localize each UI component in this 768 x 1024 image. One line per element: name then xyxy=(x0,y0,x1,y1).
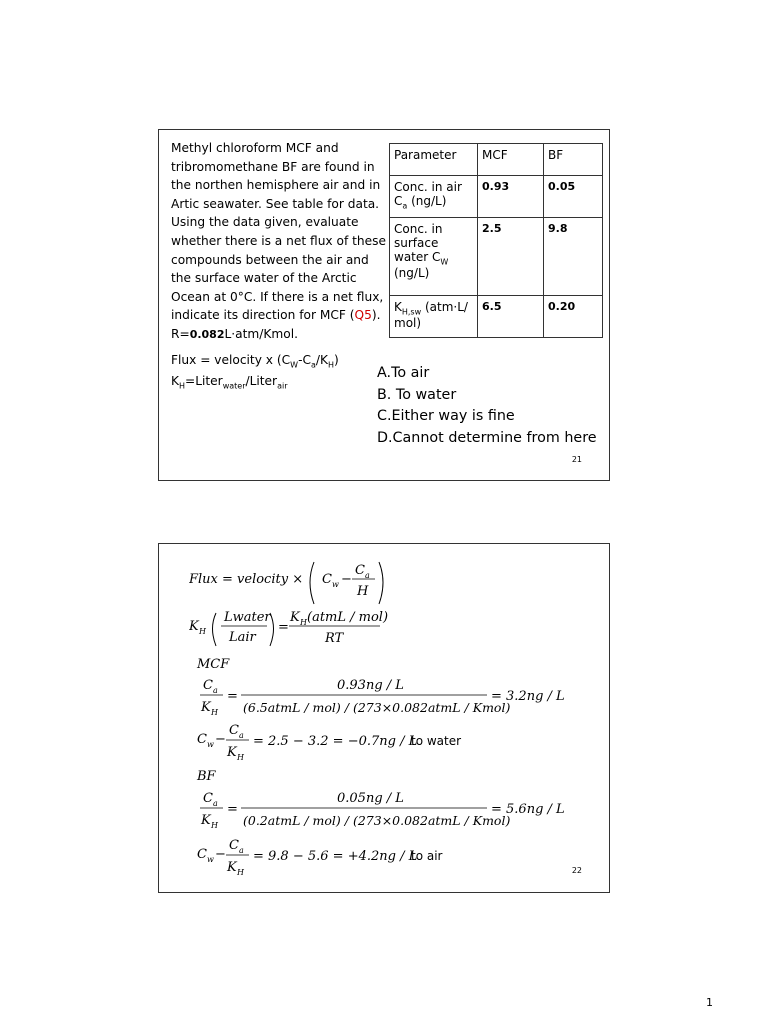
svg-text:=: = xyxy=(227,802,238,817)
svg-text:w: w xyxy=(207,855,214,864)
table-param-cell: Conc. in air $C_a$ (ng/L) xyxy=(390,176,478,218)
svg-text:=: = xyxy=(278,620,289,635)
answer-choices xyxy=(377,363,597,449)
svg-text:=: = xyxy=(227,689,238,704)
svg-text:= 3.2ng / L: = 3.2ng / L xyxy=(491,689,565,704)
table-param-cell: Conc. in surface water $C_W$ (ng/L) xyxy=(390,218,478,296)
problem-statement xyxy=(171,139,386,345)
kh-definition: $K_H=Liter_{water}/Liter_{air}$ xyxy=(171,374,288,391)
svg-text:H: H xyxy=(237,753,244,762)
svg-text:= 2.5 − 3.2 = −0.7ng / L: = 2.5 − 3.2 = −0.7ng / L xyxy=(253,734,418,749)
svg-text:a: a xyxy=(365,571,370,580)
svg-text:C: C xyxy=(229,838,239,853)
table-row xyxy=(390,218,603,296)
svg-text:C: C xyxy=(203,678,213,693)
svg-text:a: a xyxy=(239,846,244,855)
svg-text:K: K xyxy=(189,619,199,634)
svg-text:K: K xyxy=(227,860,237,875)
bf-direction: to air xyxy=(411,849,443,863)
table-row xyxy=(390,176,603,218)
choice-d: D.Cannot determine from here xyxy=(377,429,597,446)
svg-text:= 5.6ng / L: = 5.6ng / L xyxy=(491,802,565,817)
svg-text:H: H xyxy=(237,868,244,877)
svg-text:w: w xyxy=(207,740,214,749)
svg-text:(6.5atmL / mol) / (273×0.082at: (6.5atmL / mol) / (273×0.082atmL / Kmol) xyxy=(243,700,511,715)
flux-equation: Flux = velocity x $(C_W-C_a/K_H)$ xyxy=(171,353,339,370)
slide-21 xyxy=(158,129,610,481)
equation-canvas xyxy=(189,558,599,883)
svg-text:(atmL / mol): (atmL / mol) xyxy=(307,610,389,625)
mcf-label: MCF xyxy=(197,657,230,672)
paren-right xyxy=(379,562,383,604)
svg-text:H: H xyxy=(300,618,307,627)
table-cell-bf: 0.05 xyxy=(544,176,603,218)
svg-text:C: C xyxy=(229,723,239,738)
svg-text:H: H xyxy=(211,708,218,717)
svg-text:a: a xyxy=(239,731,244,740)
svg-text:0.05ng / L: 0.05ng / L xyxy=(337,791,404,806)
mcf-direction: to water xyxy=(411,734,462,748)
svg-text:a: a xyxy=(213,799,218,808)
eq1-lhs: Flux = velocity × xyxy=(189,572,304,587)
solution-equations xyxy=(189,558,599,883)
table-header-row xyxy=(390,144,603,176)
slide-number: 21 xyxy=(571,455,582,464)
eq1-cw: C xyxy=(322,572,332,587)
svg-text:Lwater: Lwater xyxy=(224,610,271,625)
problem-intro-text: Methyl chloroform MCF and tribromomethane BF are found in the northen hemisphere air and in Artic seawater. See table for data. Using the data given, evaluate whether there is a net flux of these compounds between the air and the surface water of the Arctic Ocean at 0°C. If there is a net flux, indicate its direction for MCF ( xyxy=(171,141,386,323)
choice-b: B. To water xyxy=(377,386,457,403)
svg-text:H: H xyxy=(357,584,369,599)
table-cell-mcf: 6.5 xyxy=(478,296,544,338)
table-cell-mcf: 0.93 xyxy=(478,176,544,218)
parameter-table xyxy=(389,143,603,338)
table-cell-mcf: 2.5 xyxy=(478,218,544,296)
svg-text:K: K xyxy=(227,745,237,760)
bf-label: BF xyxy=(197,769,216,784)
flux-formula xyxy=(171,352,339,395)
problem-outro-text: ). R= xyxy=(171,308,381,341)
paren-left xyxy=(310,562,314,604)
slide-number: 22 xyxy=(571,866,582,875)
svg-text:C: C xyxy=(203,791,213,806)
svg-text:Lair: Lair xyxy=(229,630,256,645)
svg-text:−: − xyxy=(341,572,352,587)
question-tag: Q5 xyxy=(354,308,372,323)
table-cell-bf: 9.8 xyxy=(544,218,603,296)
choice-c: C.Either way is fine xyxy=(377,408,515,425)
table-header-cell: BF xyxy=(544,144,603,176)
table-param-cell: $K_{H,sw}$ (atm·L/ mol) xyxy=(390,296,478,338)
gas-constant-value: 0.082 xyxy=(189,327,225,341)
choice-a: A.To air xyxy=(377,365,430,381)
page-number: 1 xyxy=(706,996,713,1009)
svg-text:−: − xyxy=(215,732,226,747)
slide-22 xyxy=(158,543,610,893)
svg-text:K: K xyxy=(201,813,211,828)
table-header-cell: Parameter xyxy=(390,144,478,176)
svg-text:a: a xyxy=(213,686,218,695)
svg-text:RT: RT xyxy=(325,631,344,646)
table-cell-bf: 0.20 xyxy=(544,296,603,338)
svg-text:C: C xyxy=(197,732,207,747)
svg-text:−: − xyxy=(215,847,226,862)
svg-text:K: K xyxy=(201,700,211,715)
table-row xyxy=(390,296,603,338)
svg-text:0.93ng / L: 0.93ng / L xyxy=(337,678,404,693)
svg-text:C: C xyxy=(197,847,207,862)
gas-constant-units: L·atm/Kmol. xyxy=(224,326,298,341)
svg-text:w: w xyxy=(332,580,339,589)
svg-text:H: H xyxy=(211,821,218,830)
table-header-cell: MCF xyxy=(478,144,544,176)
svg-text:K: K xyxy=(290,610,300,625)
svg-text:= 9.8 − 5.6 = +4.2ng / L: = 9.8 − 5.6 = +4.2ng / L xyxy=(253,849,418,864)
svg-text:H: H xyxy=(199,627,206,636)
svg-text:C: C xyxy=(355,563,365,578)
svg-text:(0.2atmL / mol) / (273×0.082at: (0.2atmL / mol) / (273×0.082atmL / Kmol) xyxy=(243,813,511,828)
